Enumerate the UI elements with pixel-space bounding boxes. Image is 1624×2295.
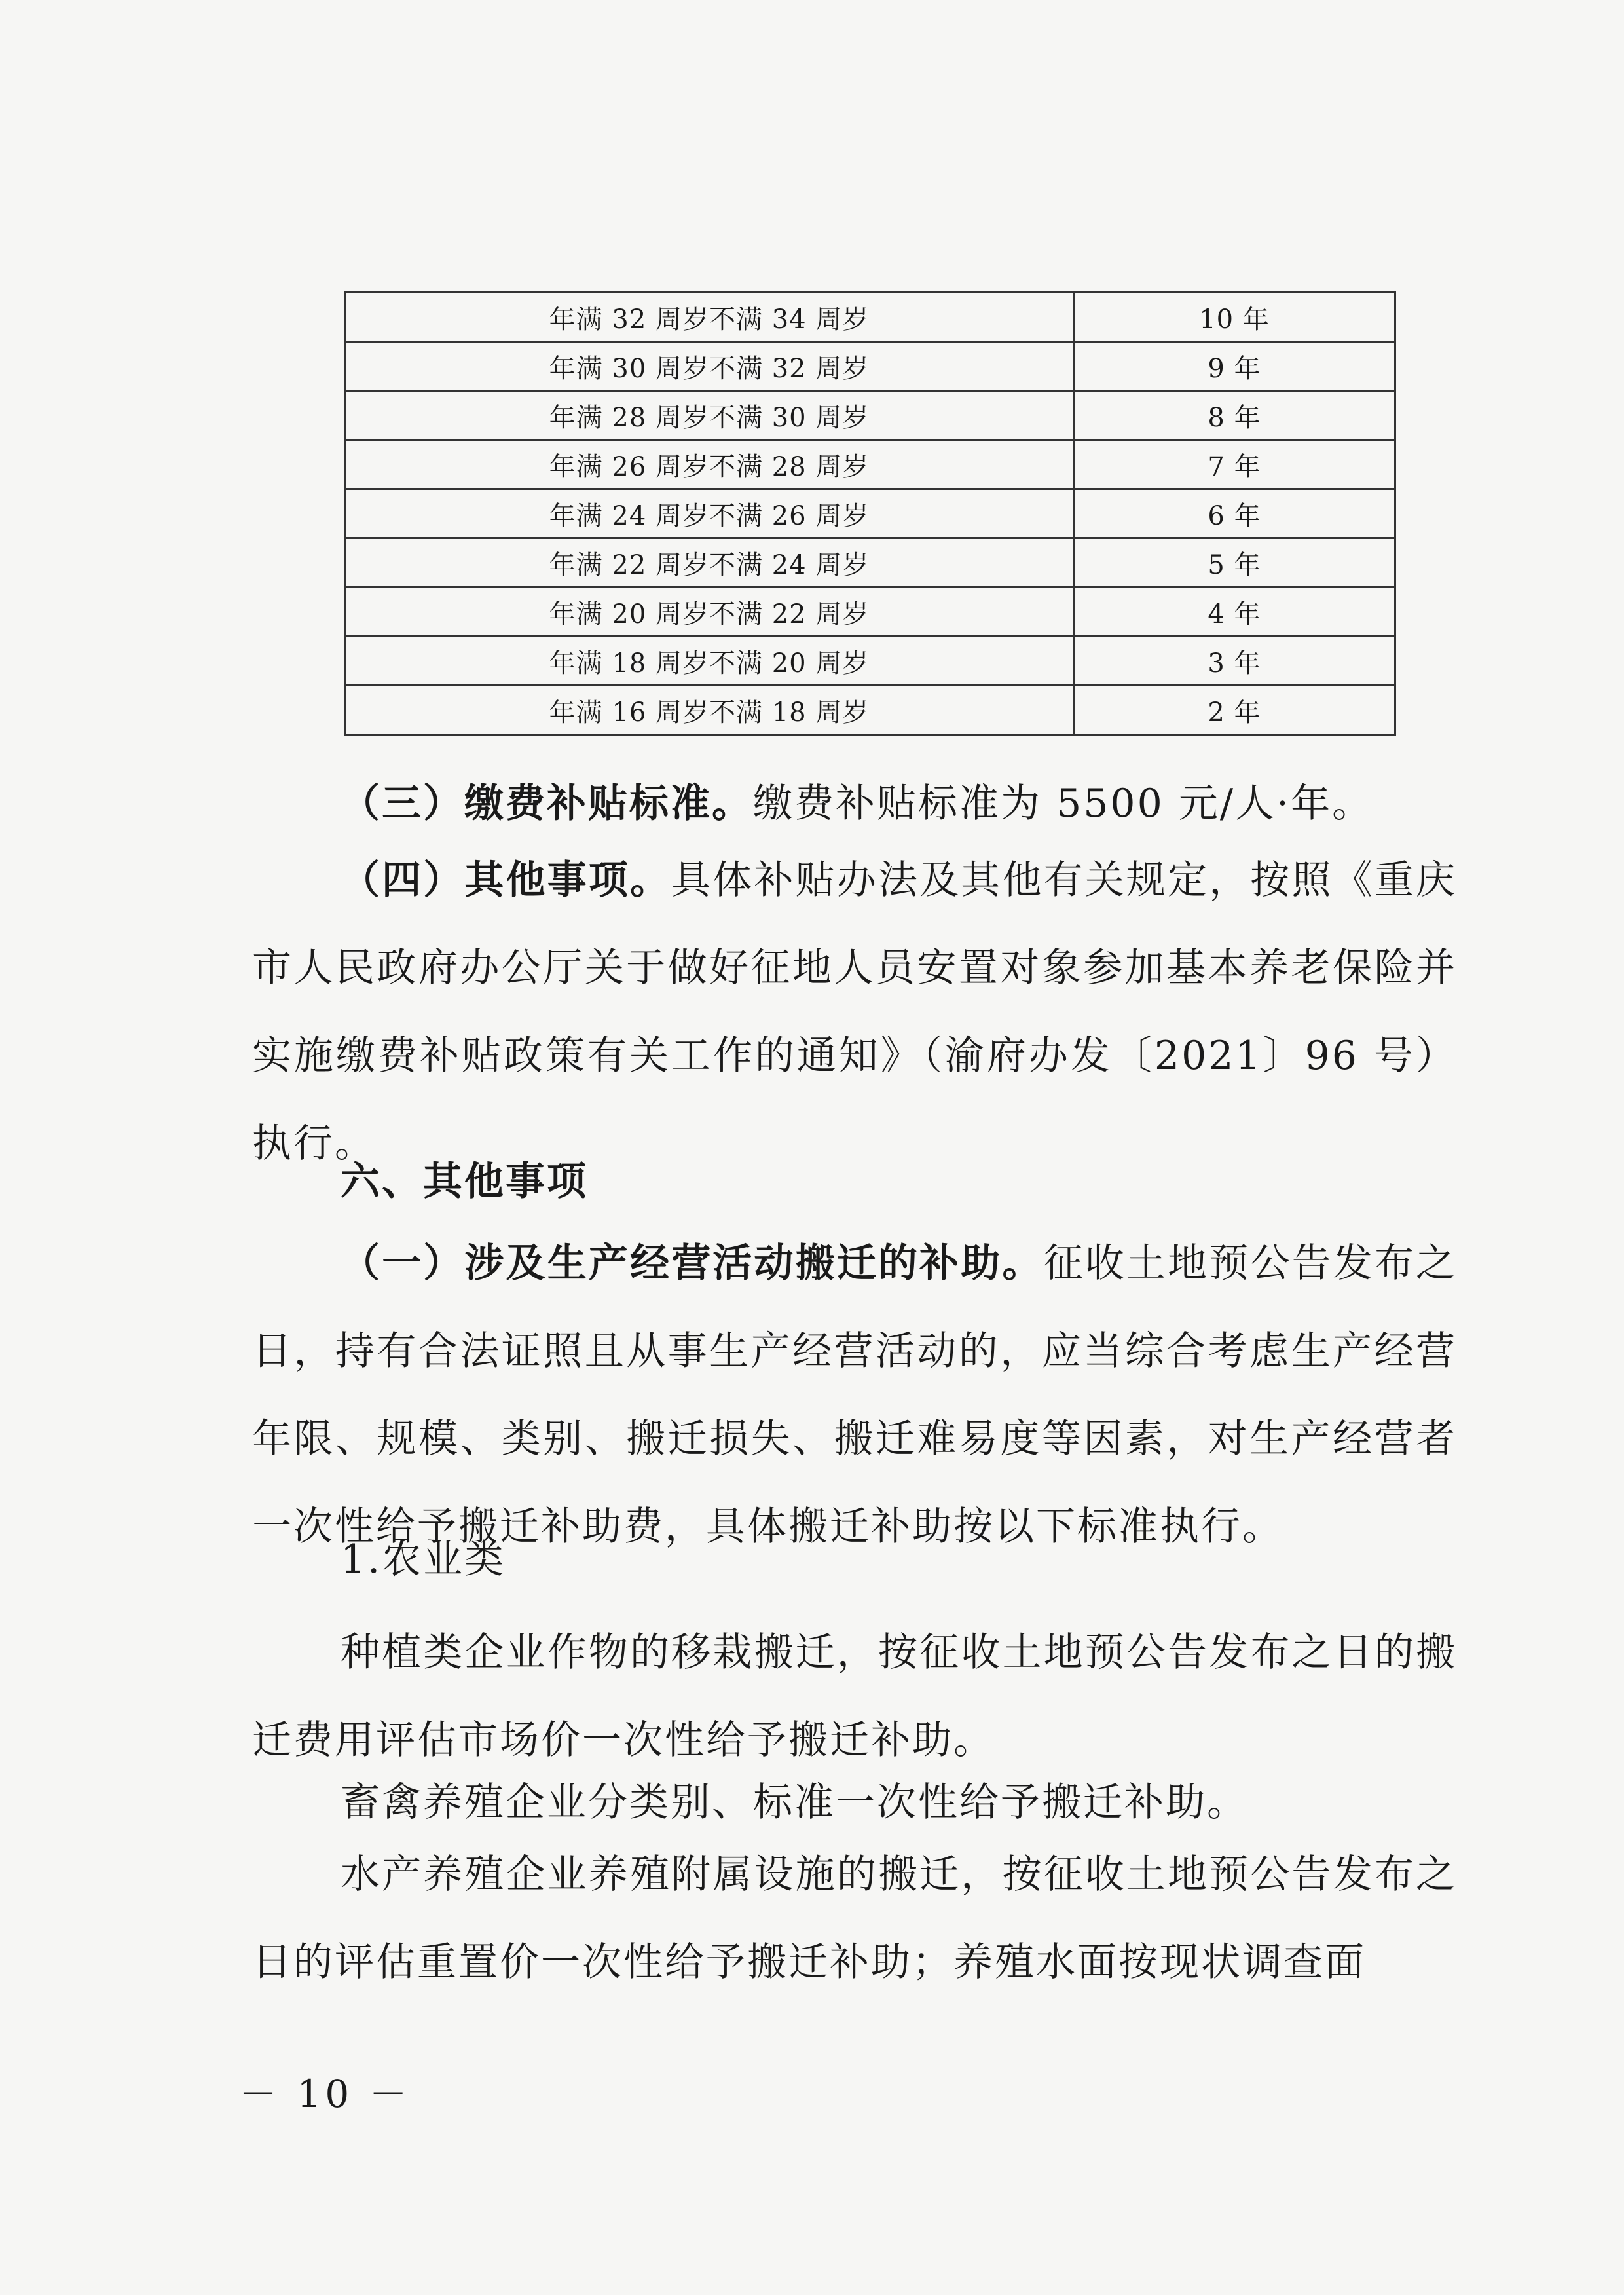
years-cell: 3 年 — [1074, 637, 1395, 686]
age-range-cell: 年满 28 周岁不满 30 周岁 — [345, 391, 1074, 440]
paragraph-relocation-subsidy — [252, 1220, 1457, 1571]
paragraph-livestock: 畜禽养殖企业分类别、标准一次性给予搬迁补助。 — [341, 1780, 1248, 1825]
table-row — [345, 489, 1395, 538]
paragraph-text: 具体补贴办法及其他有关规定，按照《重庆市人民政府办公厅关于做好征地人员安置对象参加基本养老保险并实施缴费补贴政策有关工作的通知》（渝府办发〔2021〕96 号）执行。 — [252, 857, 1458, 1166]
subsection-heading: 1.农业类 — [341, 1537, 506, 1582]
paragraph-other-matters — [252, 836, 1457, 1187]
paragraph-text: 征收土地预公告发布之日，持有合法证照且从事生产经营活动的，应当综合考虑生产经营年限、规模、类别、搬迁损失、搬迁难易度等因素，对生产经营者一次性给予搬迁补助费，具体搬迁补助按以下标准执行。 — [252, 1241, 1458, 1550]
paragraph-title: （三）缴费补贴标准。 — [341, 781, 753, 827]
page-number: － 10 － — [239, 2072, 411, 2116]
table-row — [345, 440, 1395, 489]
table-row — [345, 686, 1395, 735]
paragraph-title: （四）其他事项。 — [341, 857, 672, 903]
age-range-cell: 年满 20 周岁不满 22 周岁 — [345, 588, 1074, 637]
table-row — [345, 391, 1395, 440]
age-range-cell: 年满 18 周岁不满 20 周岁 — [345, 637, 1074, 686]
table-row — [345, 293, 1395, 342]
paragraph-planting: 种植类企业作物的移栽搬迁，按征收土地预公告发布之日的搬迁费用评估市场价一次性给予搬迁补助。 — [252, 1630, 1457, 1763]
age-years-table — [344, 291, 1396, 736]
years-cell: 6 年 — [1074, 489, 1395, 538]
paragraph-aquaculture: 水产养殖企业养殖附属设施的搬迁，按征收土地预公告发布之日的评估重置价一次性给予搬迁补助；养殖水面按现状调查面 — [252, 1852, 1457, 1985]
table-row — [345, 538, 1395, 588]
years-cell: 7 年 — [1074, 440, 1395, 489]
years-cell: 9 年 — [1074, 342, 1395, 391]
age-range-cell: 年满 30 周岁不满 32 周岁 — [345, 342, 1074, 391]
years-cell: 5 年 — [1074, 538, 1395, 588]
years-cell: 10 年 — [1074, 293, 1395, 342]
years-cell: 2 年 — [1074, 686, 1395, 735]
years-cell: 4 年 — [1074, 588, 1395, 637]
table-row — [345, 342, 1395, 391]
age-range-cell: 年满 22 周岁不满 24 周岁 — [345, 538, 1074, 588]
table-row — [345, 637, 1395, 686]
paragraph-contribution-subsidy — [252, 760, 1457, 848]
paragraph-text: 缴费补贴标准为 5500 元/人·年。 — [753, 781, 1374, 827]
age-range-cell: 年满 26 周岁不满 28 周岁 — [345, 440, 1074, 489]
age-range-cell: 年满 24 周岁不满 26 周岁 — [345, 489, 1074, 538]
age-range-cell: 年满 32 周岁不满 34 周岁 — [345, 293, 1074, 342]
years-cell: 8 年 — [1074, 391, 1395, 440]
paragraph-title: （一）涉及生产经营活动搬迁的补助。 — [341, 1241, 1044, 1286]
age-range-cell: 年满 16 周岁不满 18 周岁 — [345, 686, 1074, 735]
section-heading: 六、其他事项 — [341, 1159, 588, 1204]
table-row — [345, 588, 1395, 637]
